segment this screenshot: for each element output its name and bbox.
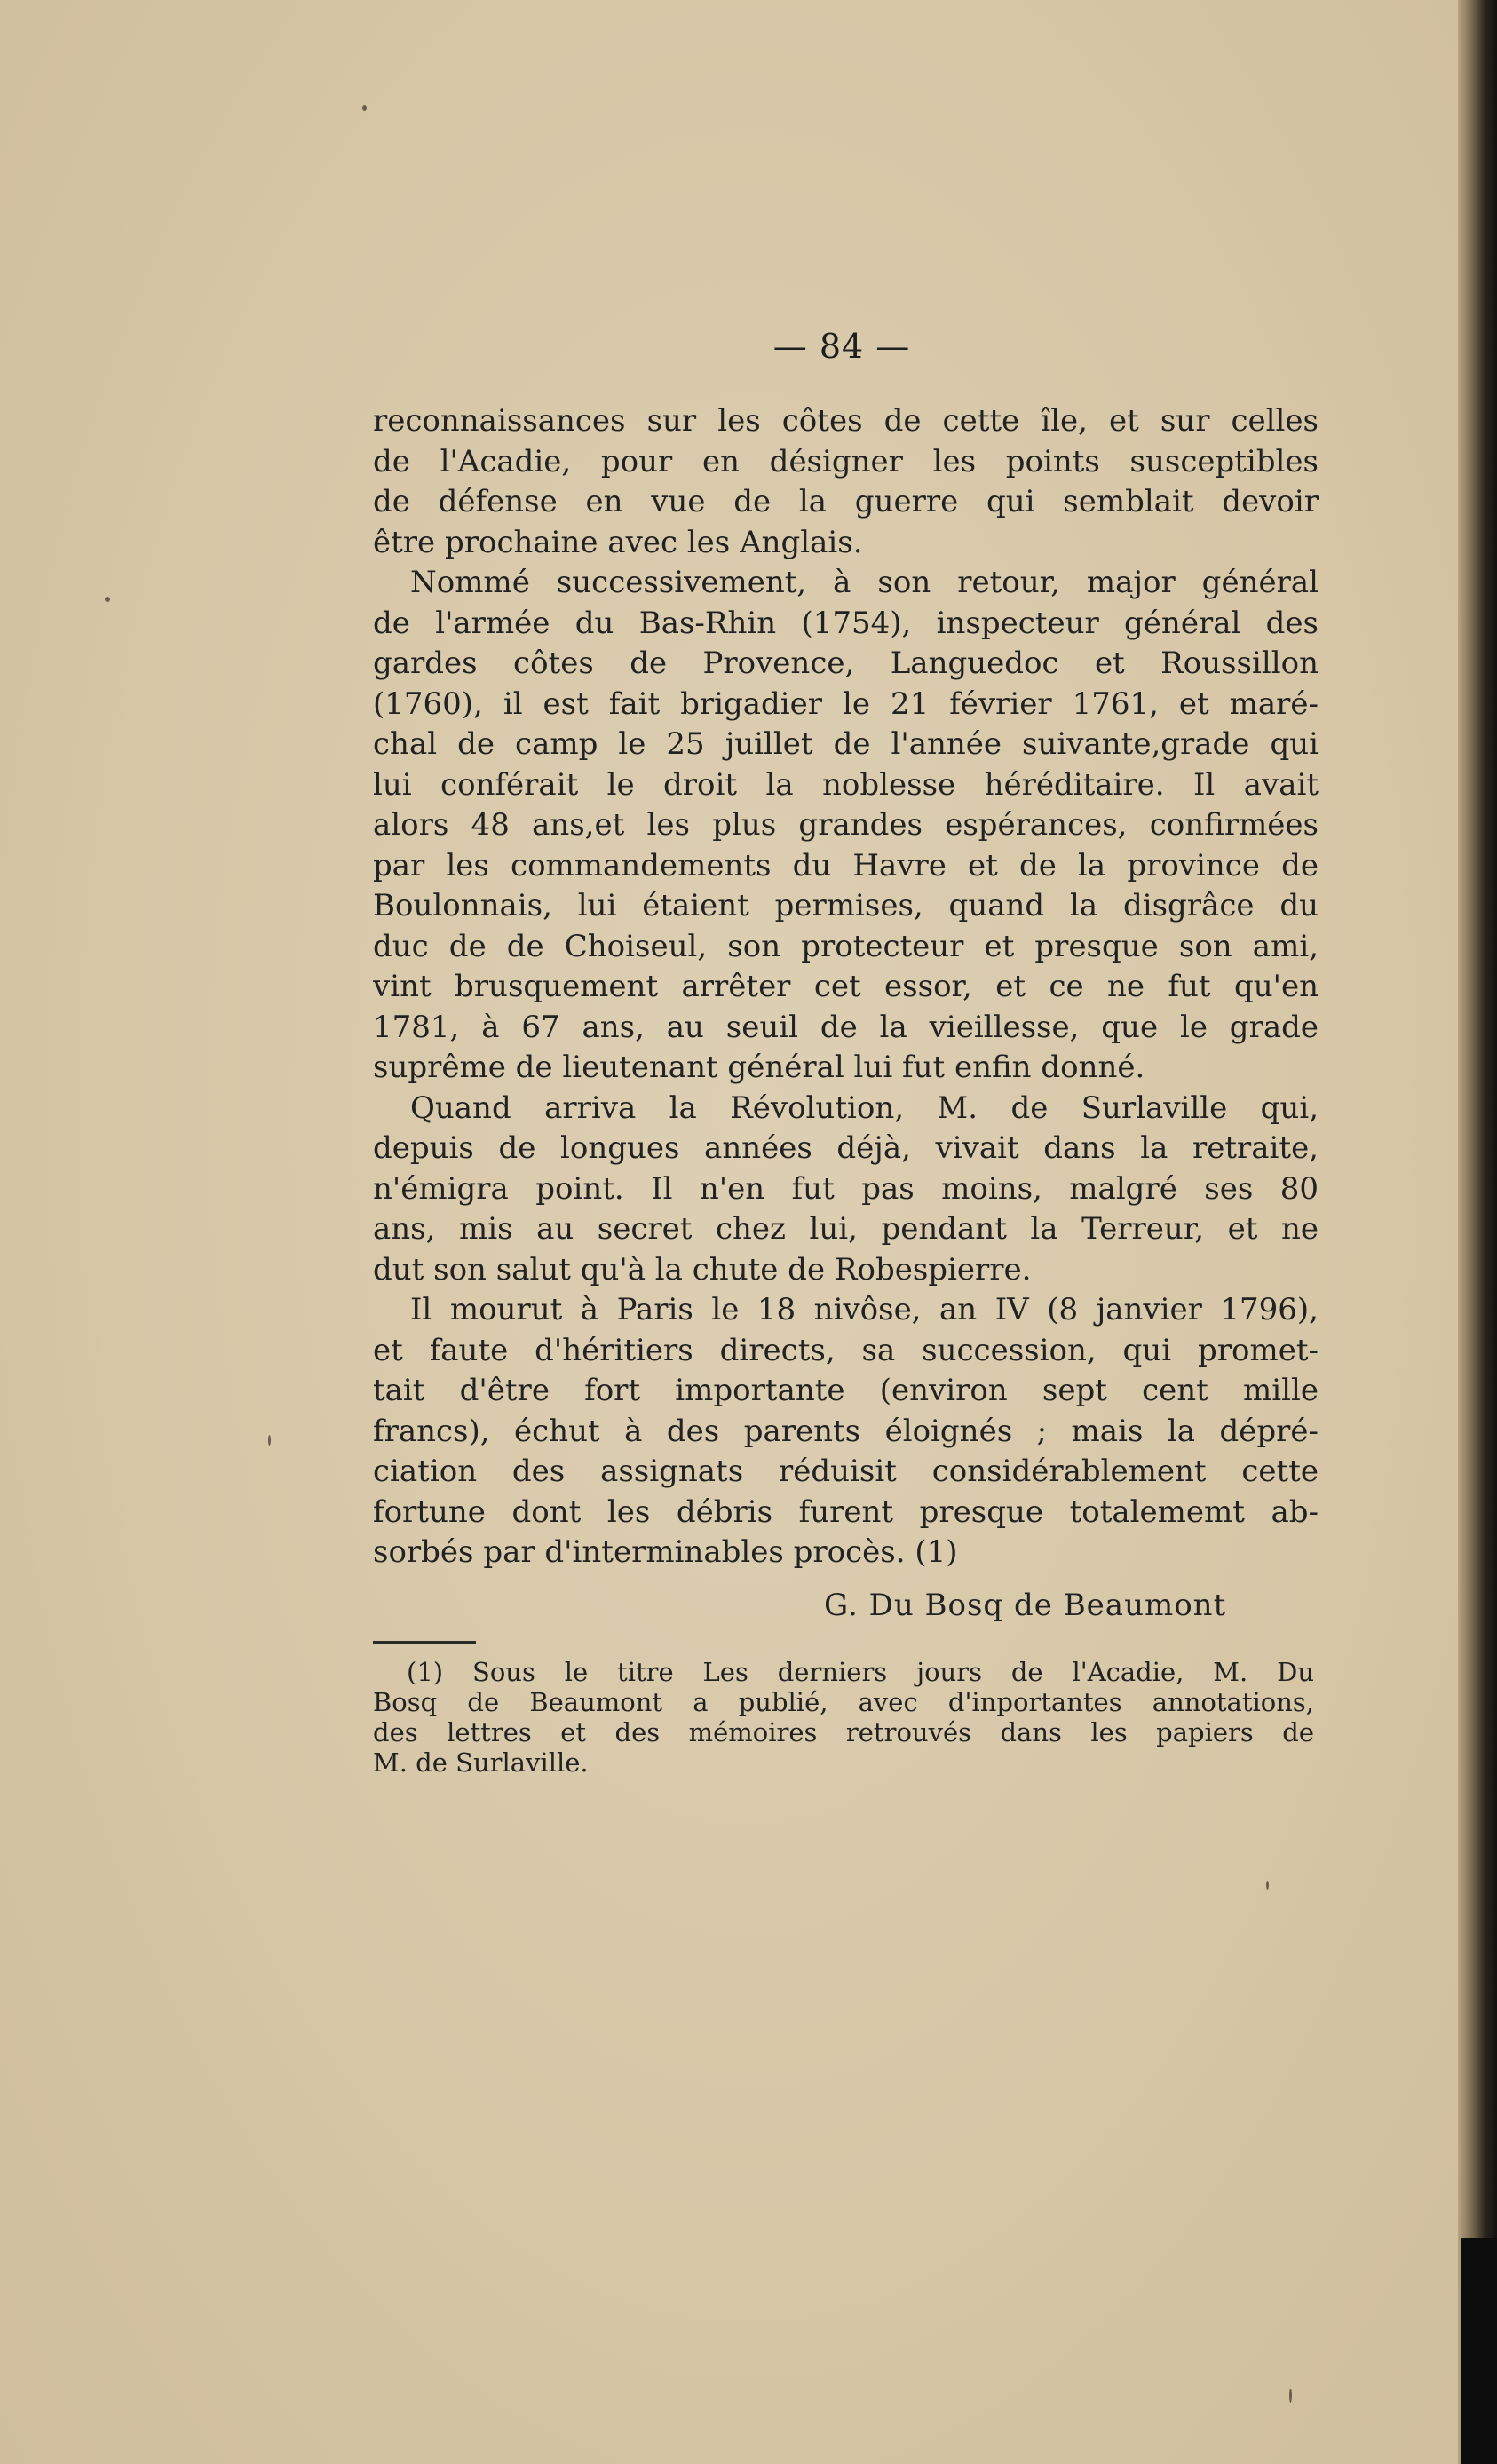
paper-speck [268, 1435, 271, 1446]
text-line: gardes côtes de Provence, Languedoc et Roussillon [373, 646, 1319, 681]
text-line: n'émigra point. Il n'en fut pas moins, malgré ses 80 [373, 1170, 1319, 1207]
text-line: de défense en vue de la guerre qui semblait devoir [373, 484, 1319, 519]
paper-speck [105, 597, 110, 602]
text-line: ciation des assignats réduisit considérablement cette [373, 1454, 1319, 1489]
paper-speck [1289, 2389, 1292, 2403]
text-line: de l'armée du Bas-Rhin (1754), inspecteur général des [373, 605, 1319, 641]
paper-speck [362, 105, 367, 111]
body-text [373, 401, 1319, 1573]
footnote-line: des lettres et des mémoires retrouvés dans les papiers de [373, 1717, 1314, 1747]
footnote-line: Bosq de Beaumont a publié, avec d'inportantes annotations, [373, 1687, 1314, 1717]
text-line: alors 48 ans,et les plus grandes espérances, confirmées [373, 807, 1319, 843]
footnote [373, 1657, 1314, 1778]
footnote-line: (1) Sous le titre Les derniers jours de l'Acadie, M. Du [407, 1657, 1314, 1687]
author-signature: G. Du Bosq de Beaumont [824, 1588, 1227, 1623]
text-line: Nommé successivement, à son retour, major général [410, 565, 1319, 600]
text-line: Il mourut à Paris le 18 nivôse, an IV (8 janvier 1796), [410, 1292, 1319, 1327]
text-line: 1781, à 67 ans, au seuil de la vieillesse, que le grade [373, 1009, 1319, 1045]
text-line: sorbés par d'interminables procès. (1) [373, 1534, 958, 1570]
page-edge-dark-corner [1461, 2238, 1497, 2464]
text-line: reconnaissances sur les côtes de cette île, et sur celles [373, 403, 1319, 439]
page-edge-shadow [1458, 0, 1497, 2464]
text-line: et faute d'héritiers directs, sa succession, qui promet- [373, 1332, 1319, 1368]
footnote-line: M. de Surlaville. [373, 1747, 589, 1778]
footnote-divider [373, 1641, 476, 1644]
text-line: vint brusquement arrêter cet essor, et ce ne fut qu'en [373, 969, 1319, 1004]
text-line: depuis de longues années déjà, vivait dans la retraite, [373, 1130, 1319, 1166]
text-line: Boulonnais, lui étaient permises, quand la disgrâce du [373, 888, 1319, 923]
text-line: chal de camp le 25 juillet de l'année suivante,grade qui [373, 726, 1319, 762]
text-line: lui conférait le droit la noblesse héréditaire. Il avait [373, 766, 1319, 803]
text-line: de l'Acadie, pour en désigner les points susceptibles [373, 443, 1319, 479]
text-line: ans, mis au secret chez lui, pendant la Terreur, et ne [373, 1211, 1319, 1247]
text-line: duc de de Choiseul, son protecteur et presque son ami, [373, 928, 1319, 964]
text-line: par les commandements du Havre et de la province de [373, 847, 1319, 883]
text-line: être prochaine avec les Anglais. [373, 524, 863, 560]
page-number: — 84 — [772, 327, 911, 366]
text-line: fortune dont les débris furent presque totalememt ab- [373, 1493, 1319, 1530]
text-line: dut son salut qu'à la chute de Robespierre. [373, 1251, 1032, 1287]
text-line: tait d'être fort importante (environ sept cent mille [373, 1373, 1319, 1408]
text-line: francs), échut à des parents éloignés ; mais la dépré- [373, 1413, 1319, 1449]
text-line: suprême de lieutenant général lui fut enfin donné. [373, 1050, 1145, 1085]
text-line: (1760), il est fait brigadier le 21 février 1761, et maré- [373, 685, 1319, 722]
text-line: Quand arriva la Révolution, M. de Surlaville qui, [410, 1089, 1319, 1126]
paper-speck [1266, 1881, 1269, 1890]
